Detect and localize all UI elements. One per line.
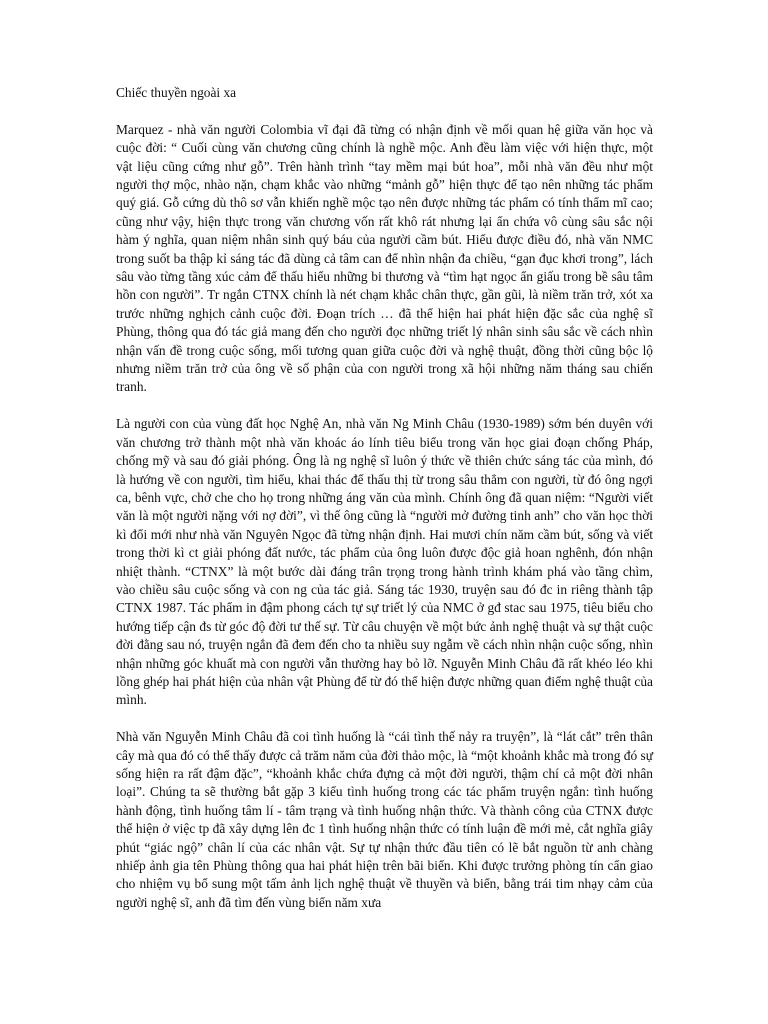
- paragraph-1: Marquez - nhà văn người Colombia vĩ đại đã từng có nhận định về mối quan hệ giữa văn học và cuộc đời: “ Cuối cùng văn chương cũng chính là nghề mộc. Anh đều làm việc với hiện thực, một vật liệu cũng cứng như gỗ”. Trên hành trình “tay mềm mại bút hoa”, mỗi nhà văn đều như một người thợ mộc, nhào nặn, chạm khắc vào những “mảnh gỗ” hiện thực để tạo nên những tác phẩm quý giá. Gỗ cứng dù thô sơ vẫn khiến nghề mộc tạo nên được những tác phẩm có tính thẩm mĩ cao; cũng như vậy, hiện thực trong văn chương vốn rất khô rát nhưng lại ẩn chứa vô cùng sâu sắc nội hàm ý nghĩa, quan niệm nhân sinh quý báu của người cầm bút. Hiểu được điều đó, nhà văn NMC trong suốt ba thập kỉ sáng tác đã dùng cả tâm can để nhìn nhận đa chiều, “gạn đục khơi trong”, lách sâu vào từng tầng xúc cảm để thấu hiểu những bi thương và “tìm hạt ngọc ẩn giấu trong bề sâu tâm hồn con người”. Tr ngắn CTNX chính là nét chạm khắc chân thực, gần gũi, là niềm trăn trở, xót xa trước những nghịch cảnh cuộc đời. Đoạn trích … đã thể hiện hai phát hiện đặc sắc của nghệ sĩ Phùng, thông qua đó tác giả mang đến cho người đọc những triết lý nhân sinh sâu sắc về cách nhìn nhận vấn đề trong cuộc sống, mối tương quan giữa cuộc đời và nghệ thuật, đồng thời cũng bộc lộ nhưng niềm trăn trở của ông về số phận của con người trong xã hội những năm tháng sau chiến tranh.: [116, 121, 653, 395]
- document-page: [116, 84, 653, 931]
- paragraph-3: Nhà văn Nguyễn Minh Châu đã coi tình huống là “cái tình thế nảy ra truyện”, là “lát cắt” trên thân cây mà qua đó có thể thấy được cả trăm năm của đời thảo mộc, là “một khoảnh khắc mà trong đó sự sống hiện ra rất đậm đặc”, “khoảnh khắc chứa đựng cả một đời người, thậm chí cả một đời nhân loại”. Chúng ta sẽ thường bắt gặp 3 kiểu tình huống trong các tác phẩm truyện ngắn: tình huống hành động, tình huống tâm lí - tâm trạng và tình huống nhận thức. Và thành công của CTNX được thể hiện ở việc tp đã xây dựng lên đc 1 tình huống nhận thức có tính luận đề mới mẻ, cắt nghĩa giây phút “giác ngộ” chân lí của các nhân vật. Sự tự nhận thức đầu tiên có lẽ bắt nguồn từ anh chàng nhiếp ảnh gia tên Phùng thông qua hai phát hiện trên bãi biển. Khi được trưởng phòng tín cẩn giao cho nhiệm vụ bổ sung một tấm ảnh lịch nghệ thuật về thuyền và biển, bằng trái tim nhạy cảm của người nghệ sĩ, anh đã tìm đến vùng biển năm xưa: [116, 729, 653, 910]
- document-title: Chiếc thuyền ngoài xa: [116, 85, 237, 100]
- paragraph-2: Là người con của vùng đất học Nghệ An, nhà văn Ng Minh Châu (1930-1989) sớm bén duyên với văn chương trở thành một nhà văn khoác áo lính tiêu biểu trong văn học giai đoạn chống Pháp, chống mỹ và sau đó giải phóng. Ông là ng nghệ sĩ luôn ý thức về thiên chức sáng tác của mình, đó là hướng về con người, tìm hiểu, khai thác để thấu thị từ trong sâu thẳm con người, từ đó ông ngợi ca, bênh vực, chở che cho họ trong những áng văn của mình. Chính ông đã quan niệm: “Người viết văn là một người nặng với nợ đời”, vì thế ông cũng là “người mở đường tinh anh” cho văn học thời kì đổi mới như nhà văn Nguyên Ngọc đã từng nhận định. Hai mươi chín năm cầm bút, sống và viết trong thời kì ct giải phóng đất nước, tác phẩm của ông luôn được độc giả hoan nghênh, đón nhận nhiệt thành. “CTNX” là một bước dài đáng trân trọng trong hành trình khám phá vào tầng chìm, vào chiều sâu cuộc sống và con ng của tác giả. Sáng tác 1930, truyện sau đó đc in riêng thành tập CTNX 1987. Tác phẩm in đậm phong cách tự sự triết lý của NMC ở gđ stac sau 1975, tiêu biểu cho hướng tiếp cận đs từ góc độ đời tư thế sự. Từ câu chuyện về một bức ảnh nghệ thuật và sự thật cuộc đời đằng sau nó, truyện ngắn đã đem đến cho ta nhiều suy ngẫm về cách nhìn nhận cuộc sống, nhìn nhận những góc khuất mà con người vẫn thường hay bỏ lỡ. Nguyễn Minh Châu đã rất khéo léo khi lồng ghép hai phát hiện của nhân vật Phùng để từ đó thể hiện được những quan điểm nghệ thuật của mình.: [116, 416, 653, 708]
